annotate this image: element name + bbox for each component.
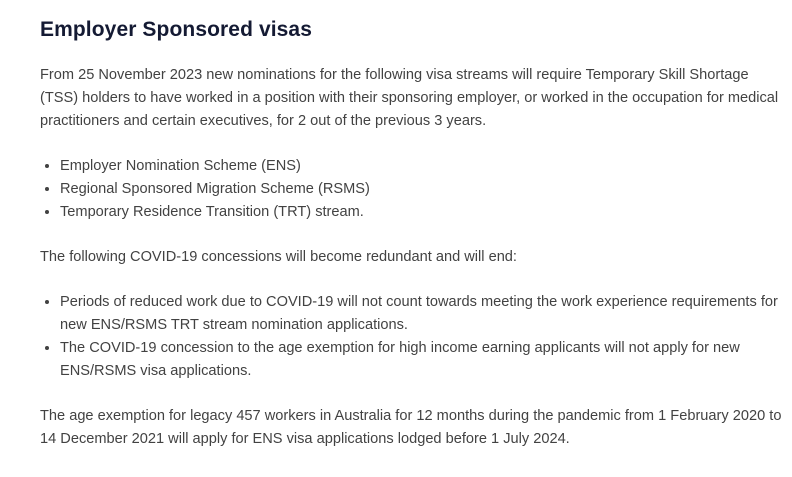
closing-paragraph: The age exemption for legacy 457 workers in Australia for 12 months during the pandemic from 1 February 2020 to 14 December 2021 will apply for ENS visa applications lodged before 1 July 2024. [40, 408, 782, 447]
concessions-intro-paragraph: The following COVID-19 concessions will become redundant and will end: [40, 248, 517, 265]
article-content [40, 14, 788, 451]
spacer [40, 223, 788, 246]
list-item: • Employer Nomination Scheme (ENS) [60, 155, 788, 178]
list-item: • Regional Sponsored Migration Scheme (RSMS) [60, 178, 788, 201]
list-item: • Temporary Residence Transition (TRT) stream. [60, 201, 788, 224]
spacer [40, 269, 788, 292]
spacer [40, 132, 788, 155]
visa-streams-list [40, 155, 788, 223]
spacer [40, 383, 788, 406]
list-item: • Periods of reduced work due to COVID-19 will not count towards meeting the work experience requirements for new ENS/RSMS TRT stream nomination applications. [60, 291, 788, 337]
concessions-list [40, 291, 788, 382]
list-item: • The COVID-19 concession to the age exemption for high income earning applicants will not apply for new ENS/RSMS visa applications. [60, 337, 788, 383]
intro-paragraph: From 25 November 2023 new nominations for the following visa streams will require Temporary Skill Shortage (TSS) holders to have worked in a position with their sponsoring employer, or worked in the occupation for medical practitioners and certain executives, for 2 out of the previous 3 years. [40, 67, 779, 129]
section-title: Employer Sponsored visas [40, 18, 312, 41]
